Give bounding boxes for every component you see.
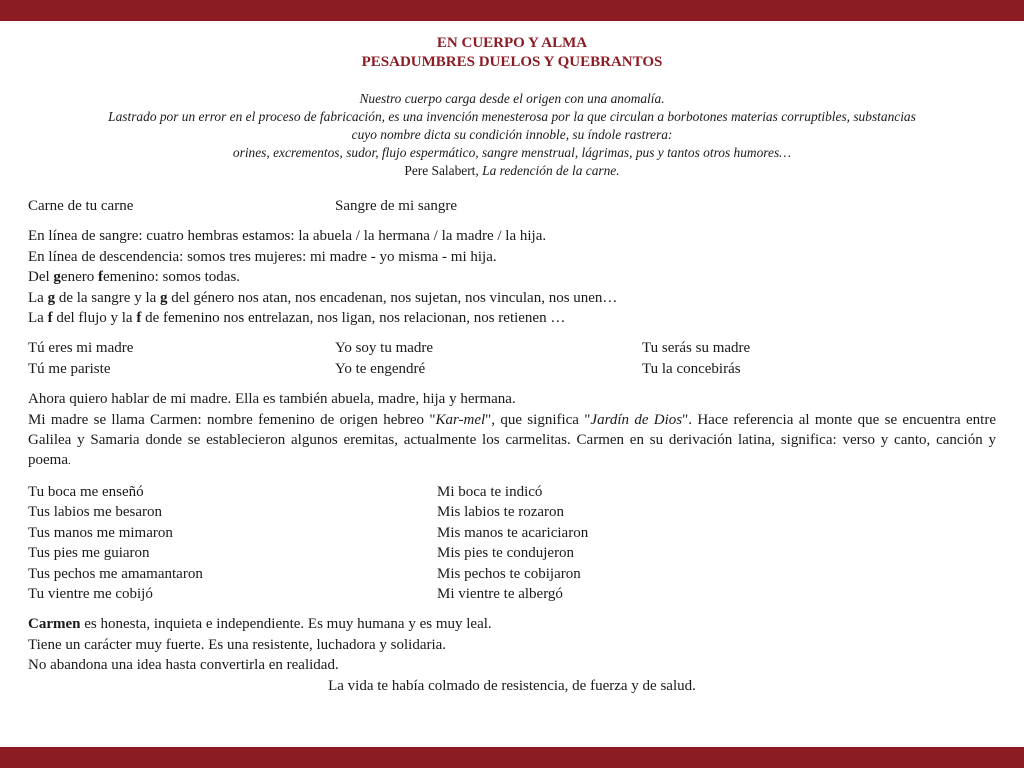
verse-cell: Tú me pariste: [28, 360, 111, 377]
carmen-block: [28, 614, 996, 696]
text-run: Mi madre se llama Carmen: nombre femenino de origen hebreo ": [28, 411, 436, 428]
epigraph: [28, 90, 996, 180]
bold-letter: g: [160, 289, 168, 306]
verse-cell: Tu la concebirás: [642, 360, 741, 377]
carmen-name: Carmen: [28, 616, 81, 633]
epigraph-line: Nuestro cuerpo carga desde el origen con una anomalía.: [359, 91, 665, 106]
title-line-1: EN CUERPO Y ALMA: [436, 35, 588, 51]
two-column-row: [28, 523, 996, 543]
verse-left: Tus pies me guiaron: [28, 545, 150, 562]
verse-left: Tus manos me mimaron: [28, 524, 173, 541]
two-column-block: [28, 482, 996, 604]
italic-term: Kar-mel: [435, 411, 486, 428]
pair-row: [28, 196, 996, 216]
epigraph-author: Pere Salabert,: [404, 163, 479, 178]
bold-letter: f: [47, 310, 53, 327]
carmen-line-1: [28, 614, 996, 634]
text-run: es honesta, inquieta e independiente. Es muy humana y es muy leal.: [80, 616, 492, 633]
text-run: Del: [28, 269, 54, 286]
text-run: enero: [60, 269, 98, 286]
verse-cell: Yo te engendré: [335, 360, 426, 377]
verse-left: Tu vientre me cobijó: [28, 585, 153, 602]
epigraph-line: Lastrado por un error en el proceso de fabricación, es una invención menesterosa por la que circulan a borbotones materias corruptibles, substancias: [108, 109, 916, 124]
verse-right: Mi boca te indicó: [437, 483, 543, 500]
epigraph-line: cuyo nombre dicta su condición innoble, su índole rastrera:: [351, 127, 673, 142]
title-line-2: PESADUMBRES DUELOS Y QUEBRANTOS: [361, 54, 663, 70]
text-run: de la sangre y la: [55, 289, 161, 306]
two-column-row: [28, 502, 996, 522]
three-column-row: [28, 338, 996, 358]
pair-left: Carne de tu carne: [28, 198, 134, 214]
bold-letter: g: [53, 269, 61, 286]
text-run: La: [28, 289, 48, 306]
text-run: de femenino nos entrelazan, nos ligan, nos relacionan, nos retienen …: [141, 310, 566, 327]
verse-right: Mis labios te rozaron: [437, 504, 565, 521]
text-run: .: [67, 455, 71, 468]
lineage-line-3: [28, 267, 996, 287]
bold-letter: f: [136, 310, 142, 327]
two-column-row: [28, 584, 996, 604]
three-column-row: [28, 359, 996, 379]
document-body: [28, 196, 996, 696]
two-column-row: [28, 482, 996, 502]
bold-letter: f: [97, 269, 103, 286]
verse-right: Mis pechos te cobijaron: [437, 565, 581, 582]
carmen-line-2: Tiene un carácter muy fuerte. Es una resistente, luchadora y solidaria.: [28, 636, 447, 653]
text-run: del género nos atan, nos encadenan, nos sujetan, nos vinculan, nos unen…: [167, 289, 618, 306]
mother-block: [28, 389, 996, 472]
two-column-row: [28, 543, 996, 563]
lineage-line-1: En línea de sangre: cuatro hembras estamos: la abuela / la hermana / la madre / la hija.: [28, 228, 547, 245]
verse-cell: Tu serás su madre: [642, 340, 751, 357]
verse-cell: Tú eres mi madre: [28, 340, 134, 357]
top-bar: [0, 0, 1024, 21]
text-run: del flujo y la: [52, 310, 137, 327]
carmen-line-4: La vida te había colmado de resistencia, de fuerza y de salud.: [328, 677, 696, 694]
lineage-line-5: [28, 308, 996, 328]
epigraph-work: La redención de la carne.: [482, 163, 620, 178]
mother-paragraph-2: [28, 410, 996, 472]
pair-right: Sangre de mi sangre: [335, 198, 458, 214]
lineage-block: [28, 226, 996, 328]
three-column-block: [28, 338, 996, 379]
verse-right: Mi vientre te albergó: [437, 585, 563, 602]
verse-right: Mis pies te condujeron: [437, 545, 575, 562]
verse-left: Tu boca me enseñó: [28, 483, 144, 500]
bold-letter: g: [47, 289, 56, 306]
epigraph-line: orines, excrementos, sudor, flujo espermático, sangre menstrual, lágrimas, pus y tantos otros humores…: [232, 145, 792, 160]
italic-term: Jardín de Dios: [590, 411, 683, 428]
text-run: emenino: somos todas.: [102, 269, 241, 286]
verse-right: Mis manos te acariciaron: [437, 524, 589, 541]
verse-left: Tus pechos me amamantaron: [28, 565, 203, 582]
epigraph-citation: [28, 162, 996, 180]
text-run: La: [28, 310, 48, 327]
lineage-line-2: En línea de descendencia: somos tres mujeres: mi madre - yo misma - mi hija.: [28, 248, 497, 265]
bottom-bar: [0, 747, 1024, 768]
document-page: [28, 21, 996, 696]
carmen-line-3: No abandona una idea hasta convertirla en realidad.: [28, 657, 339, 674]
document-title: [28, 34, 996, 72]
mother-paragraph-1: Ahora quiero hablar de mi madre. Ella es también abuela, madre, hija y hermana.: [28, 391, 516, 408]
verse-left: Tus labios me besaron: [28, 504, 163, 521]
verse-cell: Yo soy tu madre: [335, 340, 434, 357]
two-column-row: [28, 564, 996, 584]
text-run: ", que significa ": [485, 411, 591, 428]
text-run: ". Hace referencia al monte que se encuentra entre Galilea y Samaria donde se establecieron algunos eremitas, actualmente los carmelitas. Carmen en su derivación latina, significa: verso y canto, canción y poema: [28, 411, 996, 469]
lineage-line-4: [28, 288, 996, 308]
